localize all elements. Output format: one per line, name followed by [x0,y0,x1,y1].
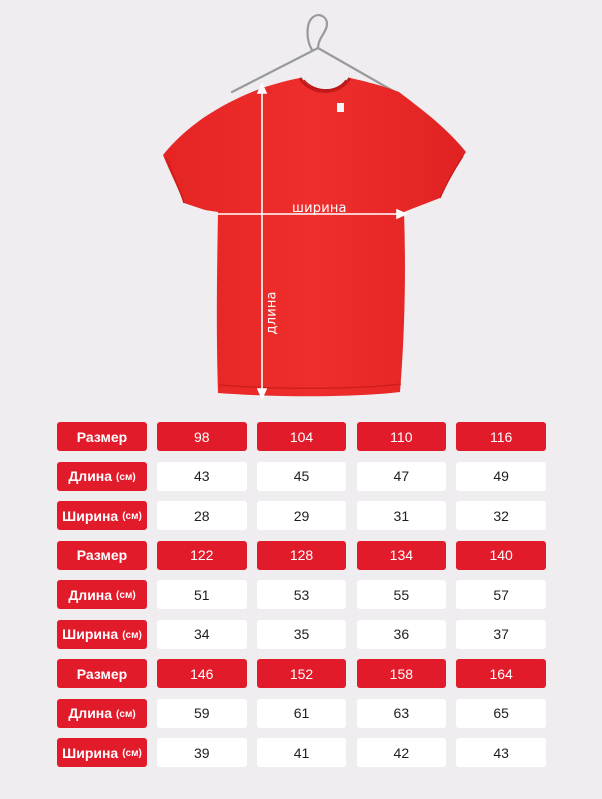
width-value-cell: 34 [157,620,247,649]
table-row-size [57,541,546,570]
table-row-width [57,738,546,767]
table-row-size [57,422,546,451]
row-label-text: Длина [68,586,113,603]
length-value-cell: 55 [357,580,447,609]
table-row-length [57,462,546,491]
row-label-text: Ширина [62,626,119,642]
row-label-size [57,422,147,451]
length-value-cell: 43 [157,462,247,491]
length-measure-label: длина [264,291,280,335]
row-label-text: Ширина [62,744,119,761]
row-unit-text: (см) [122,511,142,522]
size-cell: 110 [357,422,447,451]
size-cell: 128 [257,541,347,570]
row-label-length [57,462,147,491]
size-cell: 152 [257,659,347,688]
length-value-cell: 45 [257,462,347,491]
row-label-text: Длина [68,705,113,721]
width-value-cell: 28 [157,501,247,530]
table-row-length [57,580,546,609]
table-row-size [57,659,546,688]
length-value-cell: 59 [157,699,247,728]
row-label-text: Размер [76,547,128,563]
length-value-cell: 47 [357,462,447,491]
length-value-cell: 65 [456,699,546,728]
length-value-cell: 57 [456,580,546,609]
length-value-cell: 51 [157,580,247,609]
size-cell: 146 [157,659,247,688]
width-value-cell: 29 [257,501,347,530]
hanger-icon [232,15,395,92]
row-label-width [57,501,147,530]
neck-label-icon [337,103,344,112]
width-value-cell: 36 [357,620,447,649]
table-row-width [57,620,546,649]
width-value-cell: 37 [456,620,546,649]
length-value-cell: 53 [257,580,347,609]
table-row-length [57,699,546,728]
row-label-text: Ширина [62,507,119,524]
width-value-cell: 32 [456,501,546,530]
size-cell: 164 [456,659,546,688]
width-value-cell: 31 [357,501,447,530]
size-cell: 116 [456,422,546,451]
row-label-width [57,620,147,649]
row-label-width [57,738,147,767]
length-value-cell: 63 [357,699,447,728]
width-value-cell: 35 [257,620,347,649]
width-value-cell: 41 [257,738,347,767]
size-cell: 134 [357,541,447,570]
size-chart-table [57,422,546,767]
row-unit-text: (см) [116,708,136,720]
length-value-cell: 49 [456,462,546,491]
row-unit-text: (см) [116,590,136,601]
row-label-size [57,659,147,688]
row-unit-text: (см) [122,629,142,641]
row-label-length [57,699,147,728]
row-label-text: Размер [76,428,128,445]
size-cell: 104 [257,422,347,451]
table-row-width [57,501,546,530]
size-cell: 122 [157,541,247,570]
size-cell: 98 [157,422,247,451]
row-label-text: Размер [76,665,128,682]
row-unit-text: (см) [116,471,136,483]
row-label-text: Длина [68,468,113,484]
width-value-cell: 43 [456,738,546,767]
row-label-size [57,541,147,570]
width-value-cell: 39 [157,738,247,767]
size-cell: 140 [456,541,546,570]
width-value-cell: 42 [357,738,447,767]
tshirt-body [163,78,466,396]
row-unit-text: (см) [122,748,142,759]
size-cell: 158 [357,659,447,688]
width-measure-label: ширина [292,201,347,216]
row-label-length [57,580,147,609]
length-value-cell: 61 [257,699,347,728]
